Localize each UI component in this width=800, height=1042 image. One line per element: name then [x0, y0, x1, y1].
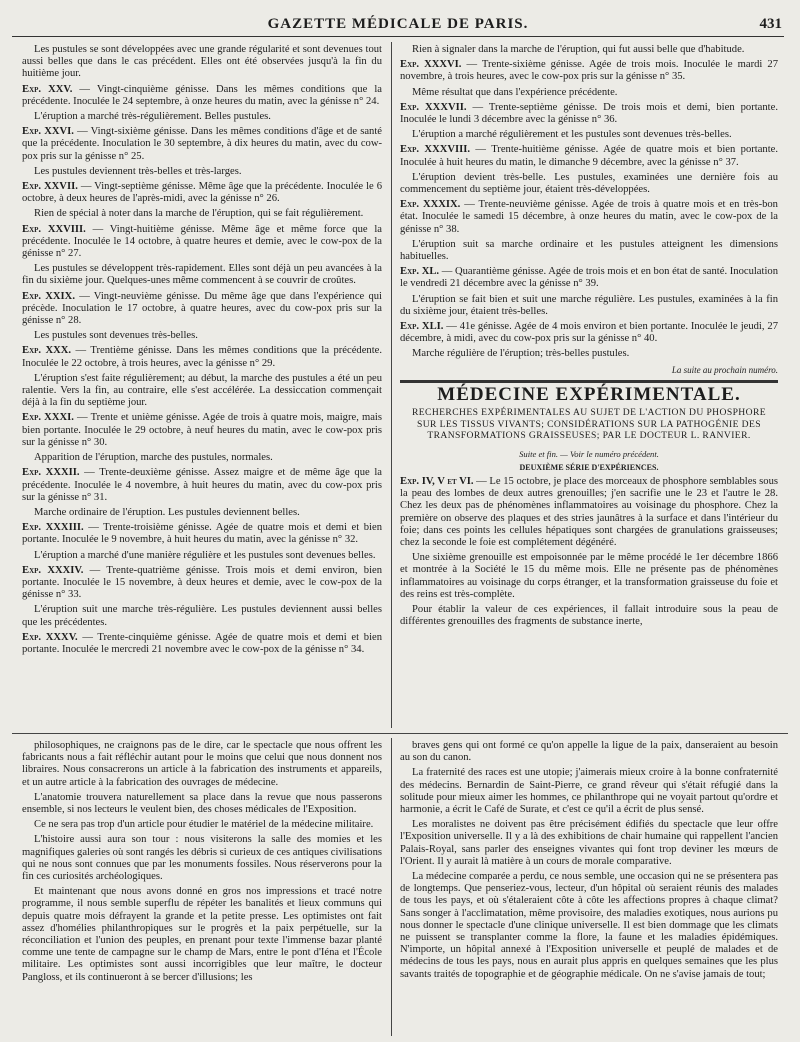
- feuilleton-left-column: [22, 740, 382, 1036]
- experiment-text: — Vingt-neuvième génisse. Du même âge que dans l'expérience qui précède. Inoculation le 17 octobre, à quatre heures, avec du cow-pox pris sur la génisse n° 28.: [22, 290, 382, 327]
- experiment-text: — Trente-huitième génisse. Agée de quatre mois et bien portante. Inoculée à huit heures du matin, le dimanche 9 décembre, avec la génisse n° 37.: [400, 144, 778, 168]
- experiment-text: — Trente-troisième génisse. Agée de quatre mois et demi et bien portante. Inoculée le 9 novembre, à huit heures du matin, avec la génisse n° 32.: [22, 522, 382, 546]
- experiment-paragraph: [400, 144, 778, 168]
- experiment-paragraph: [400, 321, 778, 345]
- experiment-paragraph: [22, 126, 382, 163]
- experiment-paragraph: [22, 467, 382, 504]
- paragraph: L'histoire aussi aura son tour : nous visiterons la salle des momies et les magnifiques galeries où sont rangés les débris si curieux de ces antiques civilisations qui ne nous sont connues que par les monuments fossiles. Nous réserverons pour la fin ces curiosités archéologiques.: [22, 834, 382, 883]
- experiment-label: Exp. IV, V et VI.: [400, 475, 474, 487]
- paragraph: Les pustules deviennent très-belles et très-larges.: [34, 165, 242, 177]
- column-divider-top: [391, 42, 392, 728]
- experiment-text: — Trente-sixième génisse. Agée de trois mois. Inoculée le mardi 27 novembre, à trois heures, avec le cow-pox pris sur la génisse n° 35.: [400, 59, 778, 83]
- paragraph: La fraternité des races est une utopie; j'aimerais mieux croire à la bonne confraternité des médecins. Bernardin de Saint-Pierre, ce grand rêveur qui s'était réfugié dans la solitude pour mieux aimer les hommes, ce philanthrope qui ne voyait partout qu'ordre et harmonie, a écrit le Café de Surate, et c'est ce qu'il a écrit de plus sensé.: [400, 767, 778, 816]
- experiment-label: Exp. XXXVIII.: [400, 144, 471, 156]
- column-divider-bottom: [391, 738, 392, 1036]
- experiment-paragraph: [22, 345, 382, 369]
- experiment-label: Exp. XXXV.: [22, 631, 78, 643]
- paragraph: philosophiques, ne craignons pas de le dire, car le spectacle que nous offrent les fabricants nous a fait réfléchir autant pour le moins que celui que nous donnent nos libraires. Nous consacrerons un article à la fabrication des instruments et appareils, et un autre article à la fabrication des ouvrages de médecine.: [22, 740, 382, 788]
- experiment-label: Exp. XXXVI.: [400, 59, 462, 71]
- paragraph: L'éruption suit sa marche ordinaire et les pustules atteignent les dimensions habituelles.: [400, 238, 778, 263]
- experiment-label: Exp. XXXIX.: [400, 199, 461, 211]
- experiment-text: — Vingt-huitième génisse. Même âge et même force que la précédente. Inoculée le 14 octobre, à quatre heures et demie, avec le cow-pox de la génisse n° 27.: [22, 223, 382, 260]
- paragraph: Marche régulière de l'éruption; très-belles pustules.: [412, 348, 630, 360]
- paragraph: Et maintenant que nous avons donné en gros nos impressions et tracé notre programme, il nous semble superflu de répéter les banalités et lieux communs qui depuis quatre mois défrayent la grande et la petite presse. Les optimistes ont fait assez d'homélies philanthropiques sur le progrès et la paix perpétuelle, sur la réconciliation et l'union des peuples, en prenant pour texte l'immense bazar planté comme une tente de campagne sur le champ de Mars, entre le pont d'Iéna et l'École militaire. Les optimistes sont aussi incorrigibles que leur maître, le docteur Pangloss, et ils continueront à se bercer d'illusions; les: [22, 886, 382, 983]
- feuilleton-right-column: [400, 740, 778, 1036]
- paragraph: Une sixième grenouille est empoisonnée par le même procédé le 1er décembre 1866 et montrée à la Société le 15 du même mois. Elle ne présente pas de phénomènes inflammatoires au voisinage du corps étranger, et la transformation graisseuse du foie et des reins est très-complète.: [400, 552, 778, 600]
- experiment-paragraph: [22, 224, 382, 261]
- paragraph: braves gens qui ont formé ce qu'on appelle la ligue de la paix, danseraient au besoin au son du canon.: [400, 740, 778, 764]
- experiment-paragraph: [400, 102, 778, 126]
- experiment-text: — Trente-cinquième génisse. Agée de quatre mois et demi et bien portante. Inoculée le mercredi 21 novembre avec le cow-pox de la génisse n° 34.: [22, 631, 382, 655]
- experiment-paragraph: [22, 291, 382, 328]
- paragraph: Les pustules se développent très-rapidement. Elles sont déjà un peu avancées à la fin du sixième jour. Quelques-unes même commencent à se couvrir de croûtes.: [22, 263, 382, 287]
- experiment-paragraph: [22, 181, 382, 205]
- experiment-text: — Trente-septième génisse. De trois mois et demi, bien portante. Inoculée le lundi 3 décembre avec la génisse n° 36.: [400, 101, 778, 126]
- paragraph: Apparition de l'éruption, marche des pustules, normales.: [34, 452, 273, 464]
- paragraph: L'éruption a marché régulièrement et les pustules sont devenues très-belles.: [412, 129, 732, 141]
- experiment-text: — Vingt-sixième génisse. Dans les mêmes conditions d'âge et de santé que la précédente. Inoculation le 30 septembre, à dix heures du matin, avec du cow-pox pris sur la génisse n° 25.: [22, 126, 382, 162]
- experiment-text: — Trente-quatrième génisse. Trois mois et demi environ, bien portante. Inoculée le 15 novembre, à deux heures et demie, avec le cow-pox de la génisse n° 33.: [22, 564, 382, 601]
- feuilleton-rule: [12, 733, 788, 734]
- page-header: [12, 10, 784, 37]
- journal-title: GAZETTE MÉDICALE DE PARIS.: [267, 16, 529, 32]
- series-heading: DEUXIÈME SÉRIE D'EXPÉRIENCES.: [519, 462, 659, 472]
- section-rule: [400, 380, 778, 383]
- suite-note: La suite au prochain numéro.: [671, 364, 778, 375]
- experiment-paragraph: [22, 412, 382, 449]
- paragraph: L'éruption a marché d'une manière régulière et les pustules sont devenues belles.: [34, 549, 376, 561]
- experiment-label: Exp. XXIX.: [22, 290, 75, 302]
- experiment-text: — Vingt-cinquième génisse. Dans les mêmes conditions que la précédente. Inoculée le 24 septembre, à onze heures du matin, avec la génisse n° 24.: [22, 83, 382, 107]
- paragraph: Ce ne sera pas trop d'un article pour étudier le matériel de la médecine militaire.: [34, 819, 374, 831]
- right-column: [400, 44, 778, 726]
- suite-et-fin-note: Suite et fin. — Voir le numéro précédent.: [519, 448, 659, 459]
- experiment-label: Exp. XXXI.: [22, 412, 74, 424]
- experiment-label: Exp. XXVIII.: [22, 223, 86, 235]
- experiment-text: — Trente et unième génisse. Agée de trois à quatre mois, maigre, mais bien portante. Inoculée le 29 octobre, à neuf heures du matin, avec le cow-pox pris sur la génisse n° 30.: [22, 412, 382, 448]
- experiment-label: Exp. XXV.: [22, 83, 73, 95]
- experiment-paragraph: [400, 59, 778, 83]
- experiment-text: — Le 15 octobre, je place des morceaux de phosphore semblables sous la peau des lombes de deux autres grenouilles; j'en sacrifie une le 23 et l'autre le 28. Chez les deux pas de phénomènes inflammatoires au voisinage du phosphore. Chez la première on observe des plaques et des stries jaunâtres à la surface et dans l'intérieur du foie; dans ces points les cellules hépatiques sont chargées de granulations graisseuses; chez la seconde le foie est complétement dégénéré.: [400, 475, 778, 548]
- paragraph: Rien à signaler dans la marche de l'éruption, qui fut aussi belle que d'habitude.: [412, 44, 745, 55]
- experiment-paragraph: [22, 522, 382, 546]
- paragraph: La médecine comparée a perdu, ce nous semble, une occasion qui ne se présentera pas de longtemps. Que penseriez-vous, lecteur, d'un hôpital où seraient réunis des malades de tous les pays, et où s'étaleraient côte à côte les affections propres à chaque climat? Sans songer à l'acclimatation, même provisoire, des maladies exotiques, nous aurions pu nous donner le spectacle d'une clinique universelle. Il est bien dommage que les climats ne puissent se transplanter comme la flore, la faune et les maladies épidémiques. N'importe, un hôpital annexé à l'Exposition universelle et peuplé de malades et de médecins de tous les pays, nous en aurait plus appris en quelques semaines que les plus savants traités de topographie et de géographie médicale. On ne s'avise jamais de tout;: [400, 871, 778, 980]
- experiment-label: Exp. XXX.: [22, 345, 72, 357]
- paragraph: L'éruption se fait bien et suit une marche régulière. Les pustules, examinées à la fin du sixième jour, étaient très-belles.: [400, 293, 778, 317]
- section-title: MÉDECINE EXPÉRIMENTALE.: [437, 383, 741, 405]
- experiment-label: Exp. XXVII.: [22, 181, 78, 193]
- experiment-paragraph: [22, 565, 382, 602]
- experiment-paragraph: [400, 199, 778, 236]
- experiment-label: Exp. XXXIII.: [22, 522, 84, 534]
- experiment-paragraph: [400, 266, 778, 290]
- experiment-text: — Vingt-septième génisse. Même âge que la précédente. Inoculée le 6 octobre, à deux heures de l'après-midi, avec la génisse n° 26.: [22, 181, 382, 205]
- paragraph: Pour établir la valeur de ces expériences, il fallait introduire sous la peau de différentes grenouilles des fragments de substance inerte,: [400, 604, 778, 628]
- experiment-text: — 41e génisse. Agée de 4 mois environ et bien portante. Inoculée le jeudi, 27 décembre, à midi, avec du cow-pox pris sur la génisse n° 40.: [400, 321, 778, 345]
- experiment-paragraph: [22, 84, 382, 108]
- experiment-label: Exp. XLI.: [400, 321, 444, 333]
- paragraph: Rien de spécial à noter dans la marche de l'éruption, qui se fait régulièrement.: [34, 208, 364, 220]
- paragraph: L'éruption a marché très-régulièrement. Belles pustules.: [34, 111, 271, 123]
- paragraph: L'anatomie trouvera naturellement sa place dans la revue que nous passerons ensemble, si nos lecteurs le veulent bien, des choses médicales de l'Exposition.: [22, 791, 382, 816]
- left-column: [22, 44, 382, 726]
- experiment-label: Exp. XXVI.: [22, 126, 74, 138]
- experiment-text: — Trente-deuxième génisse. Assez maigre et de même âge que la précédente. Inoculée le 4 novembre, à huit heures du matin, avec du cow-pox pris sur la génisse n° 31.: [22, 467, 382, 503]
- experiment-label: Exp. XXXII.: [22, 467, 80, 479]
- experiment-label: Exp. XL.: [400, 266, 440, 278]
- paragraph: Marche ordinaire de l'éruption. Les pustules deviennent belles.: [34, 506, 300, 518]
- paragraph: Les moralistes ne doivent pas être précisément édifiés du spectacle que leur offre l'Exposition universelle. Il y a là des exhibitions de chair humaine qui rappellent l'ancien Palais-Royal, sans parler des enseignes vivantes qui font trop deviner les mœurs de l'Orient. Il y aurait là matière à un cours de morale comparative.: [400, 819, 778, 867]
- experiment-text: — Quarantième génisse. Agée de trois mois et en bon état de santé. Inoculation le vendredi 21 décembre avec la génisse n° 39.: [400, 266, 778, 290]
- experiment-label: Exp. XXXVII.: [400, 101, 467, 113]
- paragraph: Même résultat que dans l'expérience précédente.: [412, 86, 618, 98]
- right-column-cases: [400, 44, 778, 361]
- paragraph: Les pustules se sont développées avec une grande régularité et sont devenues tout aussi belles que dans le cas précédent. Elles ont été observées jusqu'à la fin du huitième jour.: [22, 44, 382, 80]
- paragraph: L'éruption suit une marche très-régulière. Les pustules deviennent aussi belles que les précédentes.: [22, 604, 382, 628]
- paragraph: L'éruption s'est faite régulièrement; au début, la marche des pustules a été un peu ralentie. Vers la fin, au contraire, elle s'est accélérée. La dessiccation commençait déjà à la fin du septième jour.: [22, 372, 382, 409]
- experiment-paragraph: [22, 632, 382, 656]
- paragraph: L'éruption devient très-belle. Les pustules, examinées une dernière fois au commencement du septième jour, étaient très-développées.: [400, 171, 778, 196]
- experiment-label: Exp. XXXIV.: [22, 564, 84, 576]
- experiment-text: — Trentième génisse. Dans les mêmes conditions que la précédente. Inoculée le 22 octobre, à trois heures, avec la génisse n° 29.: [22, 345, 382, 369]
- section-body: [400, 476, 778, 628]
- paragraph: Les pustules sont devenues très-belles.: [34, 330, 198, 342]
- experiment-paragraph: [400, 476, 778, 549]
- experiment-text: — Trente-neuvième génisse. Agée de trois à quatre mois et en très-bon état. Inoculée le samedi 15 décembre, à onze heures du matin, avec le cow-pox de la génisse n° 38.: [400, 199, 778, 235]
- page-number: 431: [759, 16, 782, 32]
- article-title: RECHERCHES EXPÉRIMENTALES AU SUJET DE L'ACTION DU PHOSPHORE SUR LES TISSUS VIVANTS; CONSIDÉRATIONS SUR LA PATHOGÉNIE DES TRANSFORMATIONS GRAISSEUSES; PAR LE DOCTEUR L. RANVIER.: [411, 407, 767, 442]
